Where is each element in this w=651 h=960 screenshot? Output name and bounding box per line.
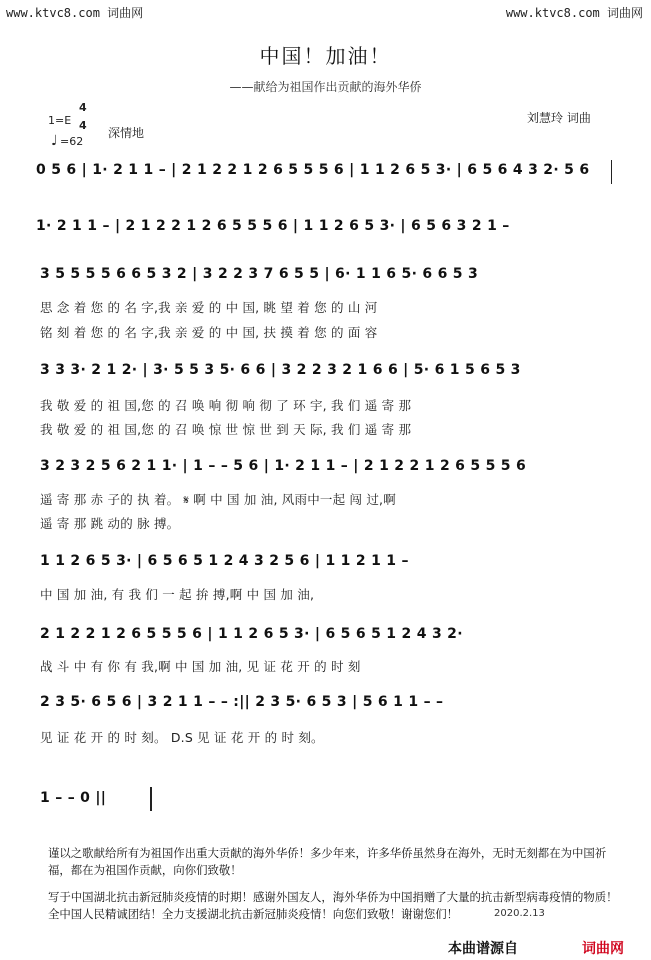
time-signature-denominator: 4 <box>79 119 87 132</box>
notation-row-3: 3 5 5 5 5 6 6 5 3 2 | 3 2 2 3 7 6 5 5 | 6· 1 1 6 5· 6 6 5 3 <box>40 266 479 282</box>
dedication-note: 谨以之歌献给所有为祖国作出重大贡献的海外华侨！多少年来，许多华侨虽然身在海外，无时无刻都在为中国祈福，都在为祖国作贡献，向你们致敬！ <box>48 846 607 877</box>
expression-marking: 深情地 <box>108 126 145 140</box>
notation-row-5: 3 2 3 2 5 6 2 1 1· | 1 – – 5 6 | 1· 2 1 1 – | 2 1 2 2 1 2 6 5 5 5 6 <box>40 458 527 474</box>
lyrics-row-7: 战 斗 中 有 你 有 我,啊 中 国 加 油, 见 证 花 开 的 时 刻 <box>40 659 361 674</box>
watermark-right: www.ktvc8.com 词曲网 <box>505 6 643 20</box>
key-signature: 1=E <box>48 114 72 127</box>
tempo-marking: =62 <box>60 135 84 148</box>
notation-row-9: 1 – – 0 || <box>40 790 107 806</box>
date-note: 2020.2.13 <box>494 908 545 919</box>
lyrics-row-4-verse-1: 我 敬 爱 的 祖 国,您 的 召 唤 响 彻 响 彻 了 环 宇, 我 们 遥 寄 那 <box>40 398 412 413</box>
notation-row-1: 0 5 6 | 1· 2 1 1 – | 2 1 2 2 1 2 6 5 5 5 6 | 1 1 2 6 5 3· | 6 5 6 4 3 2· 5 6 <box>36 162 590 178</box>
site-logo: 词曲网 <box>582 941 624 957</box>
context-note: 写于中国湖北抗击新冠肺炎疫情的时期！感谢外国友人，海外华侨为中国捐赠了大量的抗击新型病毒疫情的物质！全中国人民精诚团结！全力支援湖北抗击新冠肺炎疫情！向您们致敬！谢谢您们！ <box>48 890 618 921</box>
lyrics-row-4-verse-2: 我 敬 爱 的 祖 国,您 的 召 唤 惊 世 惊 世 到 天 际, 我 们 遥 寄 那 <box>40 422 412 437</box>
lyrics-row-3-verse-2: 铭 刻 着 您 的 名 字,我 亲 爱 的 中 国, 扶 摸 着 您 的 面 容 <box>40 325 378 340</box>
quarter-note-icon: ♩ <box>51 133 58 149</box>
lyrics-row-3-verse-1: 思 念 着 您 的 名 字,我 亲 爱 的 中 国, 眺 望 着 您 的 山 河 <box>40 300 378 315</box>
notation-row-4: 3 3 3· 2 1 2· | 3· 5 5 3 5· 6 6 | 3 2 2 3 2 1 6 6 | 5· 6 1 5 6 5 3 <box>40 362 521 378</box>
credits: 刘慧玲 词曲 <box>527 111 591 125</box>
notation-row-6: 1 1 2 6 5 3· | 6 5 6 5 1 2 4 3 2 5 6 | 1 1 2 1 1 – <box>40 553 409 569</box>
time-signature-numerator: 4 <box>79 101 87 114</box>
score-subtitle: ——献给为祖国作出贡献的海外华侨 <box>229 80 422 94</box>
bar-line <box>611 160 612 184</box>
lyrics-row-6: 中 国 加 油, 有 我 们 一 起 拚 搏,啊 中 国 加 油, <box>40 587 315 602</box>
notation-row-2: 1· 2 1 1 – | 2 1 2 2 1 2 6 5 5 5 6 | 1 1 2 6 5 3· | 6 5 6 3 2 1 – <box>36 218 510 234</box>
final-bar-line <box>150 787 152 811</box>
lyrics-row-5-verse-1: 遥 寄 那 赤 子的 执 着。 𝄋 啊 中 国 加 油, 风雨中一起 闯 过,啊 <box>40 492 396 507</box>
lyrics-row-8: 见 证 花 开 的 时 刻。 D.S 见 证 花 开 的 时 刻。 <box>40 730 324 745</box>
lyrics-row-5-verse-2: 遥 寄 那 跳 动的 脉 搏。 <box>40 516 180 531</box>
notation-row-7: 2 1 2 2 1 2 6 5 5 5 6 | 1 1 2 6 5 3· | 6 5 6 5 1 2 4 3 2· <box>40 626 463 642</box>
source-label: 本曲谱源自 <box>448 941 518 957</box>
notation-row-8: 2 3 5· 6 5 6 | 3 2 1 1 – – :|| 2 3 5· 6 5 3 | 5 6 1 1 – – <box>40 694 444 710</box>
score-title: 中国！加油！ <box>259 44 392 68</box>
watermark-left: www.ktvc8.com 词曲网 <box>6 6 144 20</box>
